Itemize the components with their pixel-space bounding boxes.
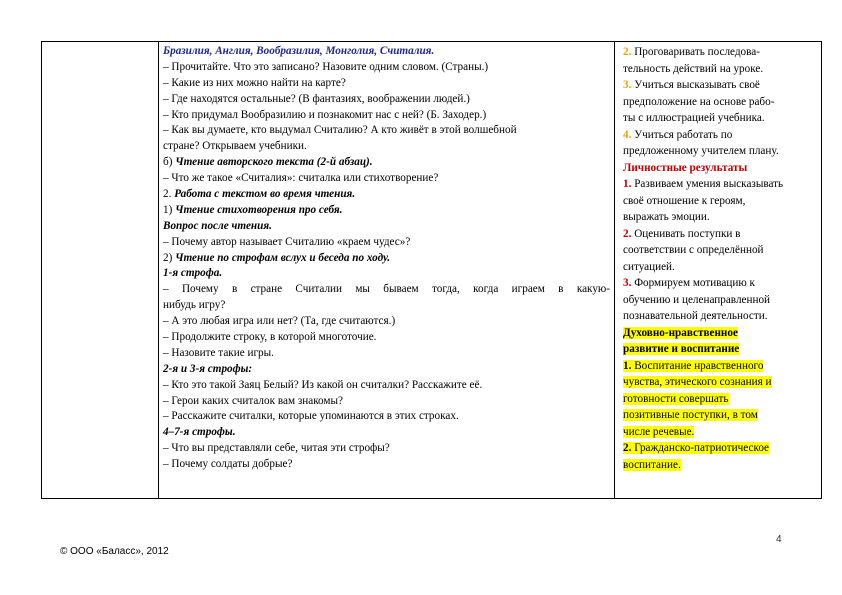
moral-heading: Духовно-нравственное xyxy=(623,326,738,339)
stanza-heading: 1-я строфа. xyxy=(163,267,223,280)
text-line: – Прочитайте. Что это записано? Назовите одним словом. (Страны.) xyxy=(163,60,489,73)
lesson-content-column xyxy=(159,42,615,498)
text-line: – Кто придумал Вообразилию и познакомит нас с ней? (Б. Заходер.) xyxy=(163,108,487,121)
text-line: – Что же такое «Считалия»: считалка или стихотворение? xyxy=(163,172,439,185)
moral-item: позитивные поступки, в том xyxy=(623,409,758,421)
result-item: обучению и целенаправленной xyxy=(623,293,771,306)
result-item: соответствии с определённой xyxy=(623,244,764,256)
result-item: 2. Проговаривать последова- xyxy=(623,46,760,58)
result-item: 2. Оценивать поступки в xyxy=(623,227,741,240)
result-item: 4. Учиться работать по xyxy=(623,128,733,141)
text-line: – Расскажите считалки, которые упоминаются в этих строках. xyxy=(163,410,459,423)
text-line: – Герои каких считалок вам знакомы? xyxy=(163,394,343,407)
result-item: ситуацией. xyxy=(623,260,675,273)
moral-item: готовности совершать xyxy=(623,392,729,405)
result-item: предложенному учителем плану. xyxy=(623,145,779,157)
text-line: нибудь игру? xyxy=(163,299,226,312)
section-heading: б) Чтение авторского текста (2-й абзац). xyxy=(163,156,373,169)
text-line: – Кто это такой Заяц Белый? Из какой он считалки? Расскажите её. xyxy=(163,378,483,391)
result-item: выражать эмоции. xyxy=(623,211,710,223)
result-item: ты с иллюстрацией учебника. xyxy=(623,112,765,124)
text-line: – Назовите такие игры. xyxy=(163,346,274,359)
text-line: – Почему в стране Считалии мы бываем тогда, когда играем в какую- xyxy=(163,283,610,296)
personal-results-heading: Личностные результаты xyxy=(623,161,748,174)
result-item: предположение на основе рабо- xyxy=(623,95,775,108)
text-line: – Продолжите строку, в которой многоточие. xyxy=(163,331,377,344)
text-line: стране? Открываем учебники. xyxy=(163,140,307,153)
moral-item: 1. Воспитание нравственного xyxy=(623,359,764,372)
results-column xyxy=(615,42,821,498)
result-item: своё отношение к героям, xyxy=(623,194,746,207)
section-heading: 2. Работа с текстом во время чтения. xyxy=(163,188,356,201)
stanza-heading: 2-я и 3-я строфы: xyxy=(163,362,253,375)
empty-column xyxy=(42,42,159,498)
text-line: – Какие из них можно найти на карте? xyxy=(163,76,346,89)
stanza-heading: 4–7-я строфы. xyxy=(163,426,236,439)
result-item: 1. Развиваем умения высказывать xyxy=(623,178,784,190)
result-item: познавательной деятельности. xyxy=(623,310,768,322)
text-line: – Как вы думаете, кто выдумал Считалию? А кто живёт в этой волшебной xyxy=(163,124,517,137)
section-heading: Вопрос после чтения. xyxy=(163,219,272,232)
result-item: тельность действий на уроке. xyxy=(623,62,764,75)
footer-copyright: © ООО «Баласс», 2012 xyxy=(60,546,169,557)
moral-item: 2. Гражданско-патриотическое xyxy=(623,442,770,454)
section-heading: 1) Чтение стихотворения про себя. xyxy=(163,203,343,216)
page-number: 4 xyxy=(776,534,782,545)
moral-item: числе речевые. xyxy=(623,425,695,438)
text-line: – Что вы представляли себе, читая эти строфы? xyxy=(163,442,390,455)
text-line: – Почему автор называет Считалию «краем чудес»? xyxy=(163,235,411,248)
text-line: – Почему солдаты добрые? xyxy=(163,458,293,471)
lesson-table xyxy=(41,41,822,499)
countries-line: Бразилия, Англия, Вообразилия, Монголия, Считалия. xyxy=(163,45,435,57)
result-item: 3. Формируем мотивацию к xyxy=(623,277,755,289)
text-line: – А это любая игра или нет? (Та, где считаются.) xyxy=(163,315,396,328)
moral-item: чувства, этического сознания и xyxy=(623,376,772,388)
moral-heading: развитие и воспитание xyxy=(623,343,740,355)
moral-item: воспитание. xyxy=(623,458,681,471)
text-line: – Где находятся остальные? (В фантазиях, воображении людей.) xyxy=(163,92,470,105)
result-item: 3. Учиться высказывать своё xyxy=(623,79,760,91)
section-heading: 2) Чтение по строфам вслух и беседа по ходу. xyxy=(163,251,391,264)
